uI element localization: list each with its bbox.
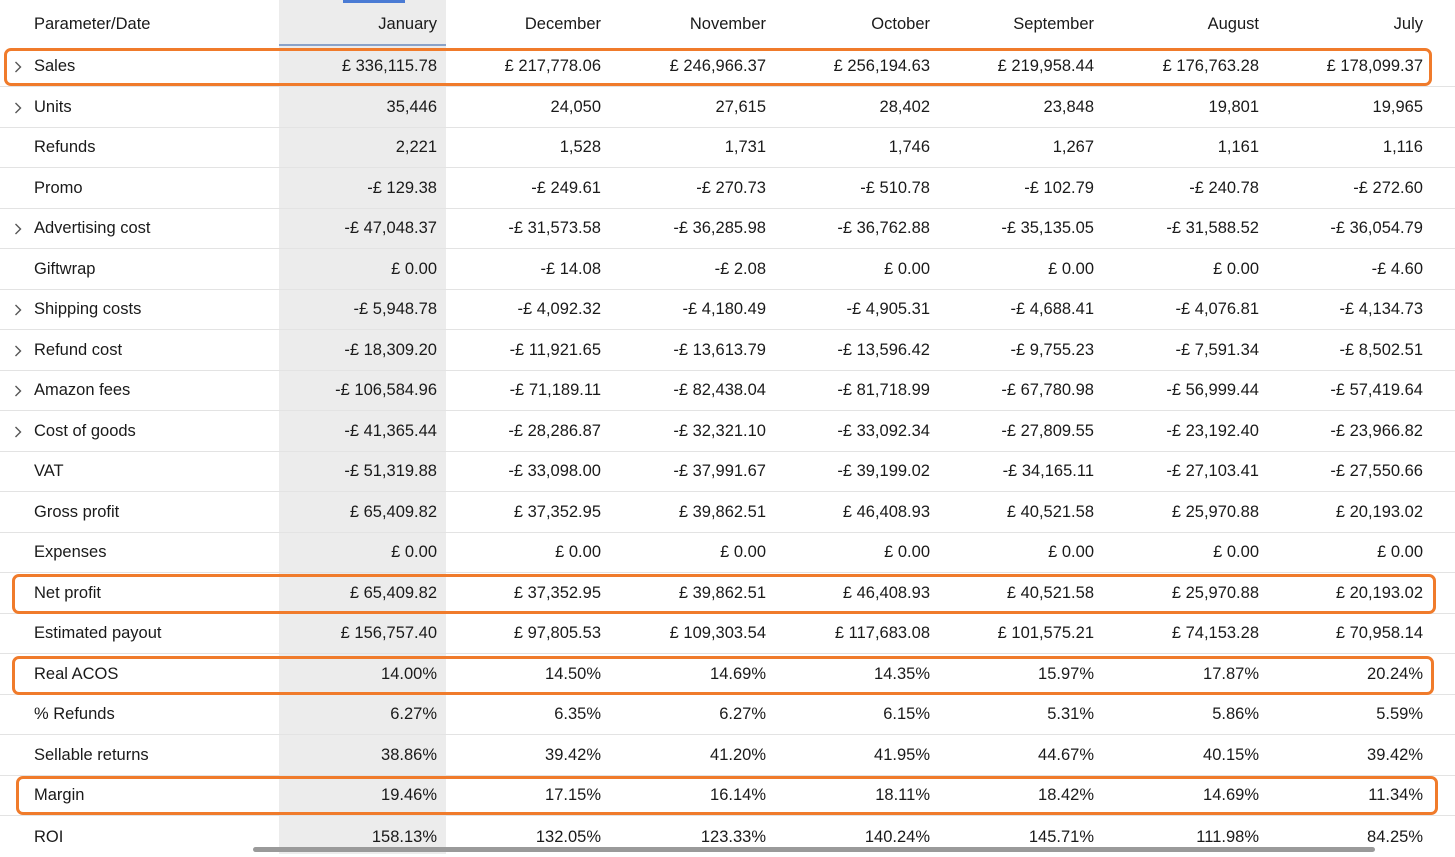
column-header-january[interactable]: January — [378, 14, 437, 33]
table-row-shipping-costs[interactable] — [0, 290, 1455, 330]
table-cell: £ 0.00 — [391, 543, 437, 561]
table-cell: -£ 13,613.79 — [673, 341, 766, 359]
table-cell: 40.15% — [1203, 746, 1259, 764]
table-cell: 39.42% — [1367, 746, 1423, 764]
table-cell: £ 0.00 — [1048, 543, 1094, 561]
table-cell: 5.86% — [1212, 705, 1259, 723]
table-cell: 1,161 — [1217, 138, 1259, 156]
table-cell: 6.27% — [719, 705, 766, 723]
table-cell: £ 0.00 — [391, 260, 437, 278]
table-cell: 18.11% — [875, 786, 930, 804]
table-row-giftwrap — [0, 250, 1455, 290]
table-row-sales[interactable] — [0, 47, 1455, 87]
table-cell: -£ 27,809.55 — [1001, 422, 1094, 440]
table-cell: 38.86% — [381, 746, 437, 764]
row-label: Amazon fees — [34, 381, 131, 399]
table-cell: £ 0.00 — [884, 260, 930, 278]
table-cell: £ 109,303.54 — [669, 624, 766, 642]
horizontal-scrollbar[interactable] — [253, 847, 1375, 852]
table-cell: £ 336,115.78 — [341, 57, 437, 75]
table-cell: -£ 36,285.98 — [673, 219, 766, 237]
table-cell: -£ 31,573.58 — [508, 219, 601, 237]
table-cell: £ 101,575.21 — [997, 624, 1094, 642]
table-cell: £ 0.00 — [1377, 543, 1423, 561]
table-cell: 11.34% — [1368, 786, 1423, 804]
table-row-refunds — [0, 128, 1455, 168]
row-label: Gross profit — [34, 503, 120, 521]
table-row-gross-profit — [0, 493, 1455, 533]
table-cell: 23,848 — [1043, 98, 1094, 116]
table-cell: £ 37,352.95 — [513, 584, 601, 602]
table-cell: -£ 249.61 — [531, 179, 601, 197]
table-cell: 6.35% — [554, 705, 601, 723]
row-label: ROI — [34, 827, 64, 846]
table-cell: -£ 4,180.49 — [682, 300, 766, 318]
table-cell: 14.00% — [381, 665, 437, 683]
table-cell: -£ 37,991.67 — [673, 462, 766, 480]
table-cell: 1,746 — [888, 138, 930, 156]
table-cell: -£ 35,135.05 — [1001, 219, 1094, 237]
table-cell: £ 20,193.02 — [1335, 503, 1423, 521]
table-cell: 44.67% — [1038, 746, 1094, 764]
table-cell: £ 37,352.95 — [513, 503, 601, 521]
table-cell: 145.71% — [1028, 827, 1094, 846]
row-label: VAT — [34, 462, 64, 480]
table-cell: 5.31% — [1047, 705, 1094, 723]
table-cell: -£ 4,905.31 — [846, 300, 930, 318]
table-cell: -£ 13,596.42 — [837, 341, 930, 359]
table-header-row — [0, 0, 1455, 48]
table-cell: -£ 27,550.66 — [1330, 462, 1423, 480]
table-cell: -£ 4,688.41 — [1010, 300, 1094, 318]
table-cell: -£ 5,948.78 — [353, 300, 437, 318]
row-label: Sellable returns — [34, 746, 149, 764]
table-cell: -£ 32,321.10 — [673, 422, 766, 440]
table-row-sellable-returns — [0, 736, 1455, 776]
table-cell: 1,528 — [559, 138, 601, 156]
table-cell: -£ 28,286.87 — [508, 422, 601, 440]
table-cell: -£ 11,921.65 — [509, 341, 601, 359]
table-cell: -£ 71,189.11 — [509, 381, 601, 399]
table-row-expenses — [0, 533, 1455, 573]
row-label: Real ACOS — [34, 665, 119, 683]
table-cell: -£ 129.38 — [367, 179, 437, 197]
column-header-july[interactable]: July — [1393, 14, 1423, 33]
table-row-net-profit — [0, 574, 1455, 614]
table-row-amazon-fees[interactable] — [0, 371, 1455, 411]
row-label: Refunds — [34, 138, 96, 156]
table-cell: 123.33% — [700, 827, 766, 846]
table-row-cost-of-goods[interactable] — [0, 412, 1455, 452]
table-cell: £ 176,763.28 — [1162, 57, 1259, 75]
row-label: Expenses — [34, 543, 107, 561]
column-header-november[interactable]: November — [689, 14, 766, 33]
column-header-september[interactable]: September — [1013, 14, 1094, 33]
table-cell: £ 39,862.51 — [678, 584, 766, 602]
table-cell: £ 40,521.58 — [1006, 584, 1094, 602]
table-cell: 1,267 — [1052, 138, 1094, 156]
table-cell: £ 39,862.51 — [678, 503, 766, 521]
table-cell: -£ 510.78 — [860, 179, 930, 197]
row-label: Margin — [34, 786, 85, 804]
row-label: Units — [34, 98, 72, 116]
table-cell: 39.42% — [545, 746, 601, 764]
table-cell: 2,221 — [395, 138, 437, 156]
table-row-advertising-cost[interactable] — [0, 209, 1455, 249]
table-cell: -£ 47,048.37 — [344, 219, 437, 237]
table-cell: £ 219,958.44 — [997, 57, 1094, 75]
table-cell: 14.69% — [710, 665, 766, 683]
table-cell: 1,731 — [724, 138, 766, 156]
table-row-margin — [0, 776, 1455, 816]
table-cell: -£ 102.79 — [1024, 179, 1094, 197]
column-header-parameter[interactable]: Parameter/Date — [34, 14, 151, 33]
row-label: Promo — [34, 179, 83, 197]
table-cell: 6.27% — [390, 705, 437, 723]
row-label: Net profit — [34, 584, 101, 602]
table-cell: 14.69% — [1203, 786, 1259, 804]
table-cell: 14.50% — [545, 665, 601, 683]
row-label: Refund cost — [34, 341, 123, 359]
table-cell: 5.59% — [1376, 705, 1423, 723]
table-cell: 19,801 — [1208, 98, 1259, 116]
table-row-estimated-payout — [0, 614, 1455, 654]
table-cell: -£ 4,134.73 — [1339, 300, 1423, 318]
table-cell: 17.15% — [545, 786, 601, 804]
table-cell: -£ 18,309.20 — [344, 341, 437, 359]
row-label: % Refunds — [34, 705, 115, 723]
chevron-right-icon[interactable] — [12, 47, 24, 86]
table-cell: £ 156,757.40 — [340, 624, 437, 642]
table-cell: -£ 27,103.41 — [1166, 462, 1259, 480]
row-label: Cost of goods — [34, 422, 136, 440]
table-cell: -£ 14.08 — [540, 260, 601, 278]
table-cell: £ 178,099.37 — [1326, 57, 1423, 75]
table-cell: -£ 9,755.23 — [1010, 341, 1094, 359]
table-cell: -£ 82,438.04 — [673, 381, 766, 399]
table-cell: £ 217,778.06 — [504, 57, 601, 75]
column-header-december[interactable]: December — [524, 14, 601, 33]
table-cell: £ 0.00 — [1048, 260, 1094, 278]
table-cell: £ 246,966.37 — [669, 57, 766, 75]
table-cell: 16.14% — [710, 786, 766, 804]
table-cell: -£ 39,199.02 — [837, 462, 930, 480]
table-cell: -£ 36,054.79 — [1330, 219, 1423, 237]
table-cell: £ 46,408.93 — [842, 584, 930, 602]
chevron-right-icon[interactable] — [12, 331, 24, 370]
table-cell: -£ 33,092.34 — [837, 422, 930, 440]
column-header-august[interactable]: August — [1207, 14, 1259, 33]
table-row-refund-cost[interactable] — [0, 331, 1455, 371]
table-cell: 20.24% — [1367, 665, 1423, 683]
table-cell: 132.05% — [535, 827, 601, 846]
table-cell: £ 74,153.28 — [1171, 624, 1259, 642]
table-cell: 35,446 — [386, 98, 437, 116]
table-row-promo — [0, 169, 1455, 209]
table-cell: -£ 4,092.32 — [517, 300, 601, 318]
table-cell: £ 0.00 — [1213, 543, 1259, 561]
table-cell: £ 70,958.14 — [1335, 624, 1423, 642]
table-cell: 27,615 — [715, 98, 766, 116]
table-cell: 24,050 — [550, 98, 601, 116]
table-cell: 84.25% — [1367, 827, 1423, 846]
table-row-vat — [0, 452, 1455, 492]
column-header-october[interactable]: October — [871, 14, 930, 33]
table-cell: £ 25,970.88 — [1171, 584, 1259, 602]
table-cell: 19.46% — [381, 786, 437, 804]
table-cell: 6.15% — [883, 705, 930, 723]
table-cell: 19,965 — [1372, 98, 1423, 116]
table-cell: -£ 2.08 — [714, 260, 766, 278]
table-cell: -£ 81,718.99 — [837, 381, 930, 399]
table-cell: -£ 4,076.81 — [1175, 300, 1259, 318]
chevron-right-icon[interactable] — [12, 88, 24, 127]
table-cell: 15.97% — [1038, 665, 1094, 683]
table-cell: -£ 270.73 — [696, 179, 766, 197]
table-cell: -£ 57,419.64 — [1330, 381, 1423, 399]
table-cell: £ 25,970.88 — [1171, 503, 1259, 521]
table-cell: 158.13% — [371, 827, 437, 846]
table-cell: -£ 240.78 — [1189, 179, 1259, 197]
row-label: Estimated payout — [34, 624, 162, 642]
table-cell: -£ 41,365.44 — [344, 422, 437, 440]
table-cell: 140.24% — [864, 827, 930, 846]
table-cell: £ 65,409.82 — [349, 584, 437, 602]
table-cell: 28,402 — [879, 98, 930, 116]
table-cell: -£ 8,502.51 — [1339, 341, 1423, 359]
table-cell: 17.87% — [1203, 665, 1259, 683]
table-cell: -£ 106,584.96 — [335, 381, 437, 399]
table-cell: -£ 34,165.11 — [1002, 462, 1094, 480]
table-cell: £ 0.00 — [1213, 260, 1259, 278]
table-cell: -£ 7,591.34 — [1175, 341, 1259, 359]
table-row-real-acos — [0, 655, 1455, 695]
table-cell: £ 46,408.93 — [842, 503, 930, 521]
table-cell: -£ 51,319.88 — [344, 462, 437, 480]
table-cell: 14.35% — [874, 665, 930, 683]
table-cell: 41.20% — [710, 746, 766, 764]
table-cell: 41.95% — [874, 746, 930, 764]
table-cell: £ 256,194.63 — [833, 57, 930, 75]
table-cell: -£ 36,762.88 — [837, 219, 930, 237]
chevron-right-icon[interactable] — [12, 290, 24, 329]
row-label: Advertising cost — [34, 219, 151, 237]
table-cell: -£ 56,999.44 — [1166, 381, 1259, 399]
table-cell: -£ 33,098.00 — [508, 462, 601, 480]
table-cell: £ 20,193.02 — [1335, 584, 1423, 602]
table-cell: -£ 23,192.40 — [1166, 422, 1259, 440]
table-cell: £ 0.00 — [720, 543, 766, 561]
table-row-units[interactable] — [0, 88, 1455, 128]
chevron-right-icon[interactable] — [12, 412, 24, 451]
table-cell: 18.42% — [1038, 786, 1094, 804]
row-label: Shipping costs — [34, 300, 142, 318]
table-cell: -£ 23,966.82 — [1330, 422, 1423, 440]
chevron-right-icon[interactable] — [12, 209, 24, 248]
table-cell: -£ 272.60 — [1353, 179, 1423, 197]
table-cell: -£ 67,780.98 — [1001, 381, 1094, 399]
row-label: Giftwrap — [34, 260, 96, 278]
table-row-refunds — [0, 695, 1455, 735]
table-cell: 1,116 — [1382, 138, 1423, 156]
table-cell: £ 97,805.53 — [513, 624, 601, 642]
table-cell: £ 117,683.08 — [834, 624, 930, 642]
table-cell: £ 40,521.58 — [1006, 503, 1094, 521]
table-cell: £ 0.00 — [884, 543, 930, 561]
chevron-right-icon[interactable] — [12, 371, 24, 410]
table-cell: 111.98% — [1196, 827, 1259, 846]
table-cell: £ 0.00 — [555, 543, 601, 561]
row-label: Sales — [34, 57, 76, 75]
table-cell: -£ 4.60 — [1371, 260, 1423, 278]
table-cell: £ 65,409.82 — [349, 503, 437, 521]
table-cell: -£ 31,588.52 — [1166, 219, 1259, 237]
